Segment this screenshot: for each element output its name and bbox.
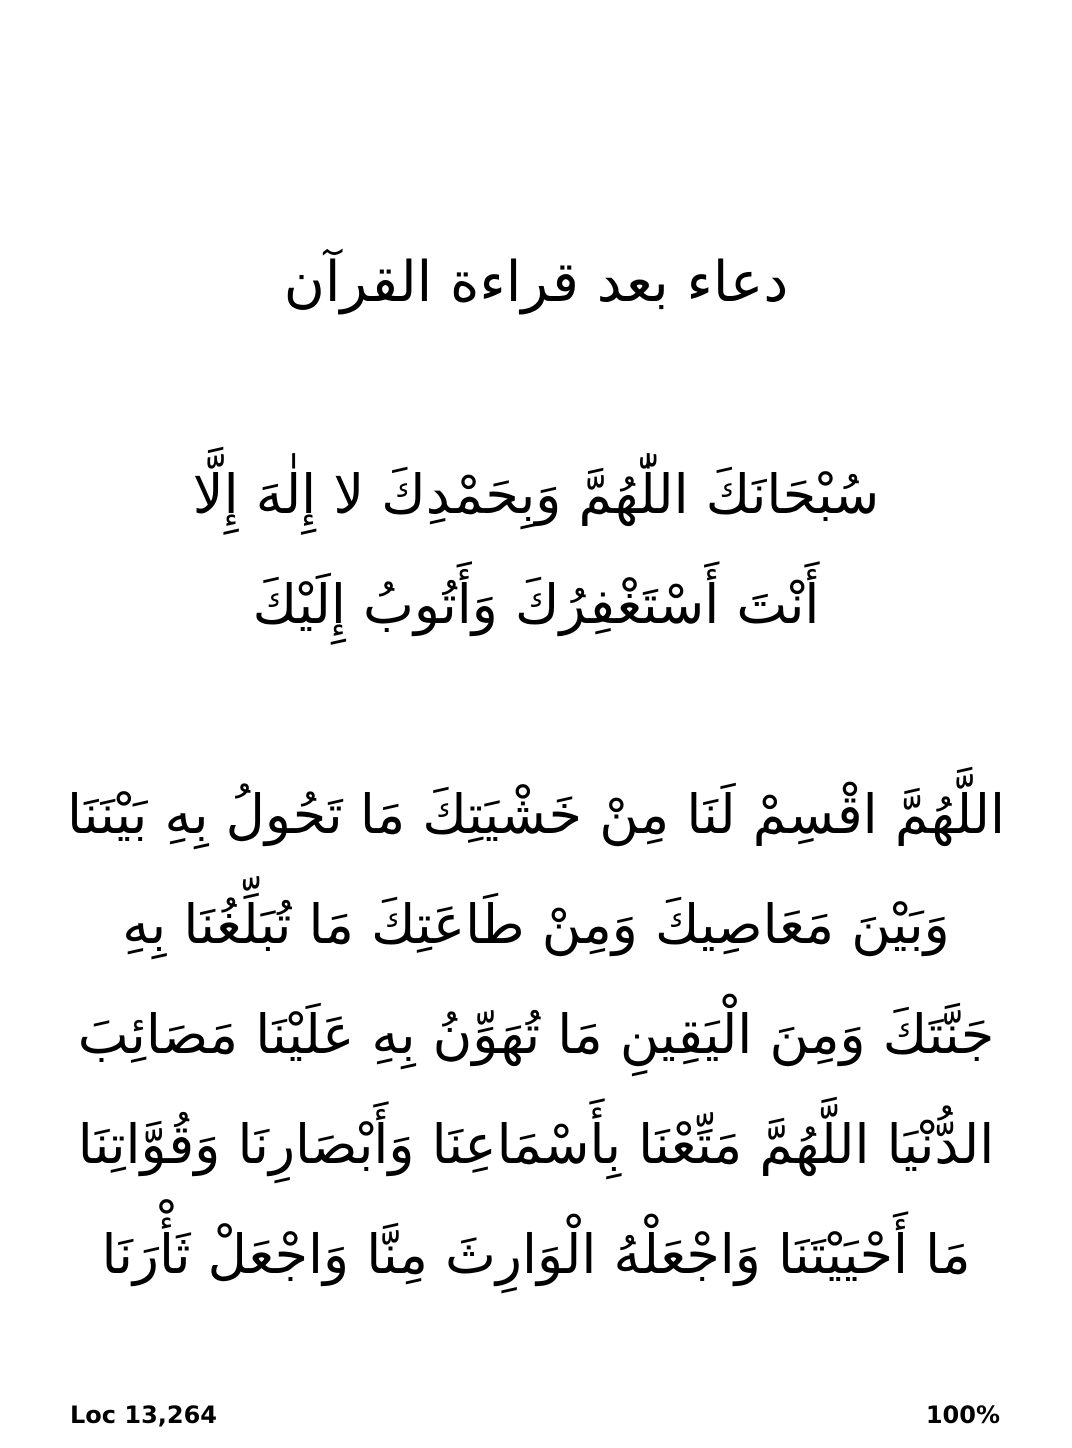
dua-paragraph-1 <box>60 440 1012 660</box>
text-line: مَا أَحْيَيْتَنَا وَاجْعَلْهُ الْوَارِثَ مِنَّا وَاجْعَلْ ثَأْرَنَا <box>101 1223 971 1286</box>
text-line: الدُّنْيَا اللَّهُمَّ مَتِّعْنَا بِأَسْمَاعِنَا وَأَبْصَارِنَا وَقُوَّاتِنَا <box>77 1113 995 1176</box>
text-line: أَنْتَ أَسْتَغْفِرُكَ وَأَتُوبُ إِلَيْكَ <box>252 573 820 636</box>
text-line: جَنَّتَكَ وَمِنَ الْيَقِينِ مَا تُهَوِّنُ بِهِ عَلَيْنَا مَصَائِبَ <box>77 1003 995 1066</box>
text-line: وَبَيْنَ مَعَاصِيكَ وَمِنْ طَاعَتِكَ مَا تُبَلِّغُنَا بِهِ <box>122 893 950 956</box>
reading-progress[interactable]: 100% <box>925 1401 1000 1429</box>
page-title: دعاء بعد قراءة القرآن <box>283 250 789 315</box>
text-line: اللَّهُمَّ اقْسِمْ لَنَا مِنْ خَشْيَتِكَ مَا تَحُولُ بِهِ بَيْنَنَا <box>66 783 1006 846</box>
text-line: سُبْحَانَكَ اللّٰهُمَّ وَبِحَمْدِكَ لا إِلٰهَ إِلَّا <box>192 463 880 526</box>
location-indicator[interactable]: Loc 13,264 <box>70 1401 217 1429</box>
dua-paragraph-2 <box>60 760 1012 1310</box>
